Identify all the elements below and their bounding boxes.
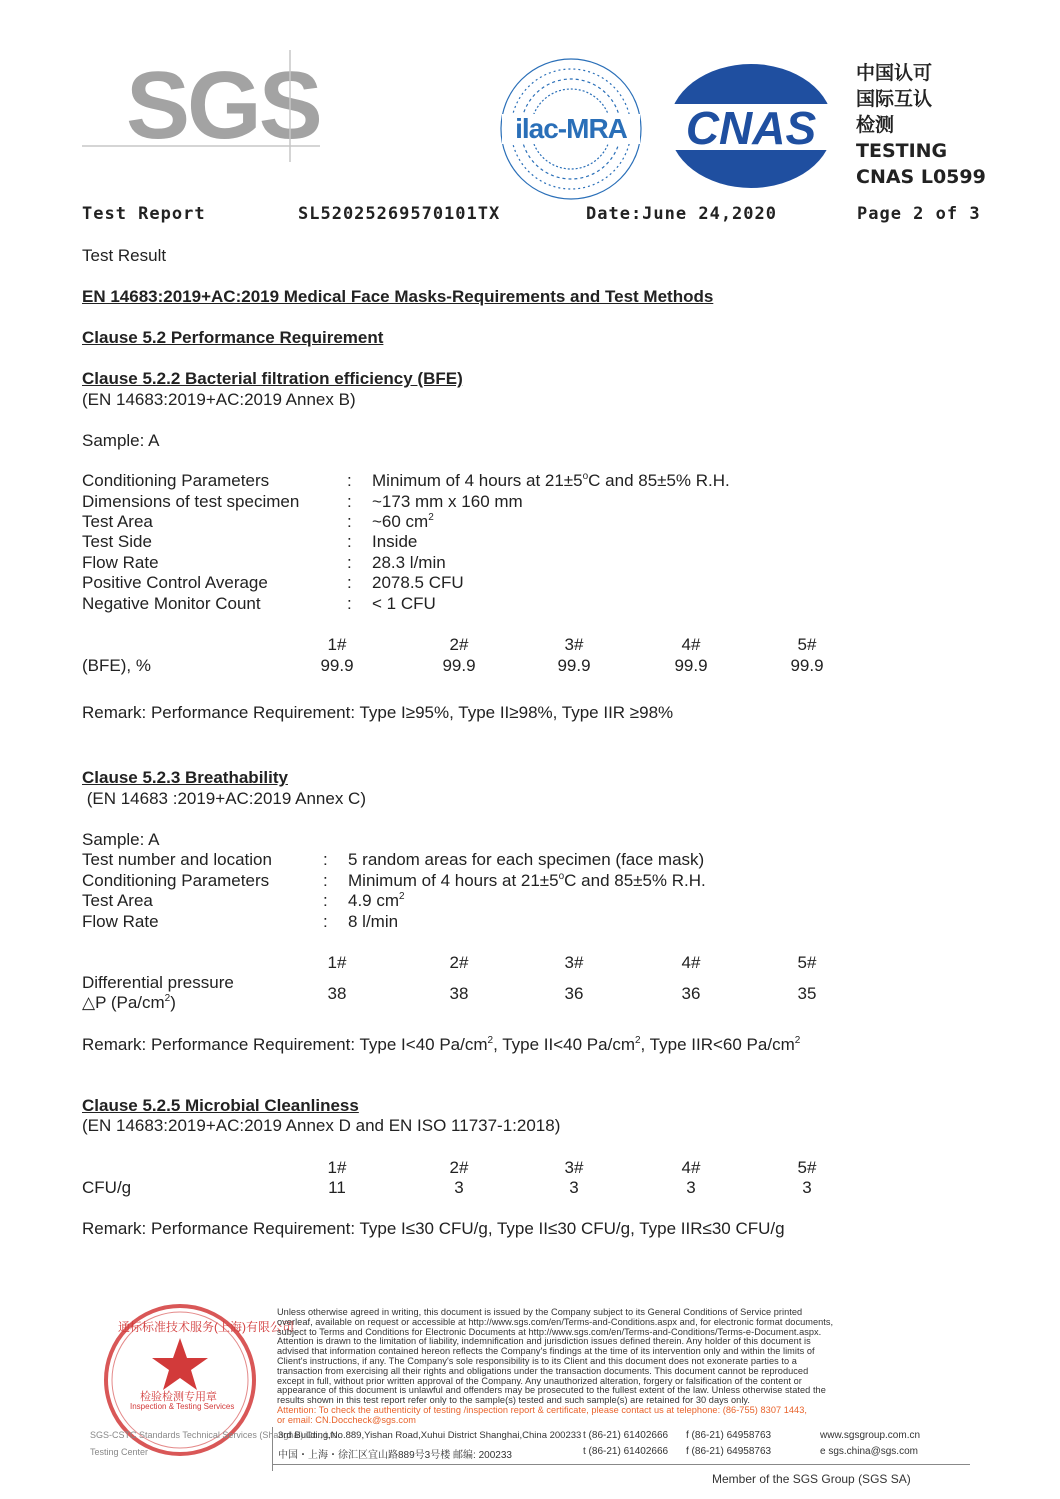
cnas-line: 国际互认: [856, 88, 933, 110]
legal-line: Unless otherwise agreed in writing, this document is issued by the Company subject to its General Conditions of Service printed: [277, 1307, 803, 1317]
column-header: 2#: [449, 1158, 469, 1177]
column-header: 1#: [327, 1158, 347, 1177]
column-header: 4#: [681, 1158, 701, 1177]
legal-line: overleaf, available on request or accessible at http://www.sgs.com/en/Terms-and-Conditions.aspx and, for electronic format documents,: [277, 1316, 834, 1327]
phone-2: t (86-21) 61402666: [583, 1446, 669, 1457]
param-colon: :: [347, 492, 352, 511]
column-header: 4#: [681, 635, 701, 654]
attention-line: Attention: To check the authenticity of testing /inspection report & certificate, please contact us at telephone: (86-755) 8307 1443,: [277, 1404, 807, 1415]
column-header: 4#: [681, 953, 701, 972]
param-label: Flow Rate: [82, 553, 159, 572]
param-label: Negative Monitor Count: [82, 594, 261, 613]
standard-title: EN 14683:2019+AC:2019 Medical Face Masks-Requirements and Test Methods: [82, 287, 714, 306]
row-label-unit: △P $(Pa/cm^2)$: [82, 993, 176, 1012]
column-header: 1#: [327, 953, 347, 972]
bfe-remark: Remark: Performance Requirement: Type I≥95%, Type II≥98%, Type IIR ≥98%: [82, 703, 674, 722]
bfe-title: Clause 5.2.2 Bacterial filtration efficiency (BFE): [82, 369, 463, 388]
param-colon: :: [347, 532, 352, 551]
param-colon: :: [347, 594, 352, 613]
cnas-logo: [666, 62, 836, 190]
website-link[interactable]: www.sgsgroup.com.cn: [820, 1430, 921, 1441]
table-cell: 36: [681, 984, 701, 1003]
test-result-heading: Test Result: [82, 246, 167, 265]
param-label: Positive Control Average: [82, 573, 268, 592]
legal-line: advised that information contained hereon reflects the Company's findings at the time of its intervention only and within the limits of: [277, 1346, 815, 1357]
company-name-en-2: Testing Center: [90, 1447, 149, 1457]
legal-line: transaction from exercising all their rights and obligations under the transaction documents. This document cannot be reproduced: [277, 1365, 809, 1376]
ilac-mra-logo: [498, 56, 644, 202]
stamp-ring-text: 通标标准技术服务(上海)有限公司: [118, 1320, 294, 1334]
report-number: SL52025269570101TX: [298, 204, 501, 224]
column-header: 5#: [797, 635, 817, 654]
table-cell: 3: [686, 1178, 696, 1197]
phone-1: t (86-21) 61402666: [583, 1430, 669, 1441]
member-line: Member of the SGS Group (SGS SA): [712, 1472, 911, 1486]
cnas-line: 中国认可: [856, 62, 933, 84]
bfe-method: (EN 14683:2019+AC:2019 Annex B): [82, 390, 356, 409]
cnas-line: CNAS L0599: [856, 166, 986, 188]
param-label: Test Area: [82, 891, 153, 910]
column-header: 2#: [449, 635, 469, 654]
svg-text:SGS: SGS: [126, 52, 320, 159]
param-label: Test number and location: [82, 850, 272, 869]
param-colon: :: [323, 912, 328, 931]
member-divider: [272, 1464, 970, 1465]
legal-line: results shown in this test report refer only to the sample(s) tested and such sample(s) are retained for 30 days only.: [277, 1395, 750, 1406]
microbial-method: (EN 14683:2019+AC:2019 Annex D and EN ISO 11737-1:2018): [82, 1116, 561, 1135]
legal-line: subject to Terms and Conditions for Electronic Documents at http://www.sgs.com/en/Terms-and-Conditions/Terms-e-Document.aspx.: [277, 1326, 822, 1337]
table-cell: 99.9: [557, 656, 591, 675]
attention-email: or email: CN.Doccheck@sgs.com: [277, 1414, 416, 1425]
report-date: Date:June 24,2020: [586, 204, 777, 224]
table-cell: 38: [449, 984, 469, 1003]
param-label: Test Side: [82, 532, 152, 551]
sgs-logo: [82, 50, 322, 162]
column-header: 5#: [797, 953, 817, 972]
bfe-sample: Sample: A: [82, 431, 160, 450]
breathability-remark: Remark: Performance Requirement: Type I<40 $Pa/cm^2$, Type II<40 $Pa/cm^2$, Type IIR<60 $Pa/cm^2$: [82, 1035, 801, 1054]
param-colon: :: [347, 553, 352, 572]
param-label: Conditioning Parameters: [82, 471, 270, 490]
column-header: 2#: [449, 953, 469, 972]
column-header: 1#: [327, 635, 347, 654]
breathability-method: (EN 14683 :2019+AC:2019 Annex C): [82, 789, 366, 808]
table-cell: 36: [564, 984, 584, 1003]
breathability-title: Clause 5.2.3 Breathability: [82, 768, 288, 787]
svg-text:ilac-MRA: ilac-MRA: [515, 113, 627, 144]
stamp-inner-en: Inspection & Testing Services: [130, 1402, 235, 1411]
param-value: Inside: [372, 532, 418, 551]
param-value: 8 l/min: [348, 912, 399, 931]
address-en: 3rd Building,No.889,Yishan Road,Xuhui District Shanghai,China 200233: [278, 1430, 582, 1441]
param-colon: :: [323, 891, 328, 910]
stamp-inner-cn: 检验检测专用章: [140, 1391, 217, 1403]
table-cell: 38: [327, 984, 347, 1003]
svg-text:CNAS: CNAS: [685, 102, 817, 154]
clause-5-2-title: Clause 5.2 Performance Requirement: [82, 328, 384, 347]
column-header: 3#: [564, 635, 584, 654]
report-label: Test Report: [82, 204, 206, 224]
column-header: 5#: [797, 1158, 817, 1177]
legal-line: except in full, without prior written approval of the Company. Any unauthorized alteration, forgery or falsification of the content or: [277, 1375, 802, 1386]
company-name-en: SGS-CSTC Standards Technical Services (Shanghai) Co., Ltd.: [90, 1430, 340, 1440]
table-cell: 99.9: [442, 656, 476, 675]
row-label: Differential pressure: [82, 973, 234, 992]
fax-1: f (86-21) 64958763: [686, 1430, 772, 1441]
legal-line: appearance of this document is unlawful and offenders may be prosecuted to the fullest extent of the law. Unless otherwise stated the: [277, 1385, 826, 1396]
param-colon: :: [347, 471, 352, 490]
table-cell: 99.9: [674, 656, 708, 675]
param-value: < 1 CFU: [372, 594, 436, 613]
param-label: Flow Rate: [82, 912, 159, 931]
param-label: Conditioning Parameters: [82, 871, 270, 890]
cnas-line: 检测: [856, 114, 895, 136]
email-link[interactable]: e sgs.china@sgs.com: [820, 1446, 918, 1457]
table-cell: 11: [328, 1178, 346, 1197]
legal-line: Client's instructions, if any. The Company's sole responsibility is to its Client and this document does not exonerate parties to a: [277, 1355, 797, 1366]
param-value: 28.3 l/min: [372, 553, 446, 572]
row-label: (BFE), %: [82, 656, 151, 675]
table-cell: 99.9: [320, 656, 354, 675]
table-cell: 3: [569, 1178, 579, 1197]
param-value: 5 random areas for each specimen (face mask): [348, 850, 705, 869]
table-cell: 3: [454, 1178, 464, 1197]
page-number: Page 2 of 3: [857, 204, 981, 224]
cnas-accreditation-text: [856, 60, 986, 190]
param-colon: :: [347, 573, 352, 592]
param-value: Minimum of 4 hours at $21\pm 5^oC$ and 85±5% R.H.: [348, 871, 706, 890]
address-cn: 中国・上海・徐汇区宜山路889号3号楼 邮编: 200233: [278, 1450, 512, 1461]
legal-disclaimer: [277, 1308, 919, 1426]
legal-line: Attention is drawn to the limitation of liability, indemnification and jurisdiction issues defined therein. Any holder of this document is: [277, 1336, 811, 1347]
cnas-line: TESTING: [856, 140, 948, 162]
row-label: CFU/g: [82, 1178, 132, 1197]
param-value: ~60 $cm^2$: [372, 512, 434, 531]
param-value: Minimum of 4 hours at $21\pm 5^oC$ and 85±5% R.H.: [372, 471, 730, 490]
param-value: ~173 mm x 160 mm: [372, 492, 523, 511]
param-label: Test Area: [82, 512, 153, 531]
breathability-sample: Sample: A: [82, 830, 160, 849]
param-value: 4.9 $cm^2$: [348, 891, 405, 910]
param-colon: :: [323, 850, 328, 869]
param-label: Dimensions of test specimen: [82, 492, 300, 511]
column-header: 3#: [564, 1158, 584, 1177]
table-cell: 35: [797, 984, 817, 1003]
param-colon: :: [347, 512, 352, 531]
table-cell: 3: [802, 1178, 812, 1197]
microbial-remark: Remark: Performance Requirement: Type I≤30 CFU/g, Type II≤30 CFU/g, Type IIR≤30 CFU/g: [82, 1219, 785, 1238]
fax-2: f (86-21) 64958763: [686, 1446, 772, 1457]
column-header: 3#: [564, 953, 584, 972]
microbial-title: Clause 5.2.5 Microbial Cleanliness: [82, 1096, 359, 1115]
param-value: 2078.5 CFU: [372, 573, 464, 592]
param-colon: :: [323, 871, 328, 890]
table-cell: 99.9: [790, 656, 824, 675]
